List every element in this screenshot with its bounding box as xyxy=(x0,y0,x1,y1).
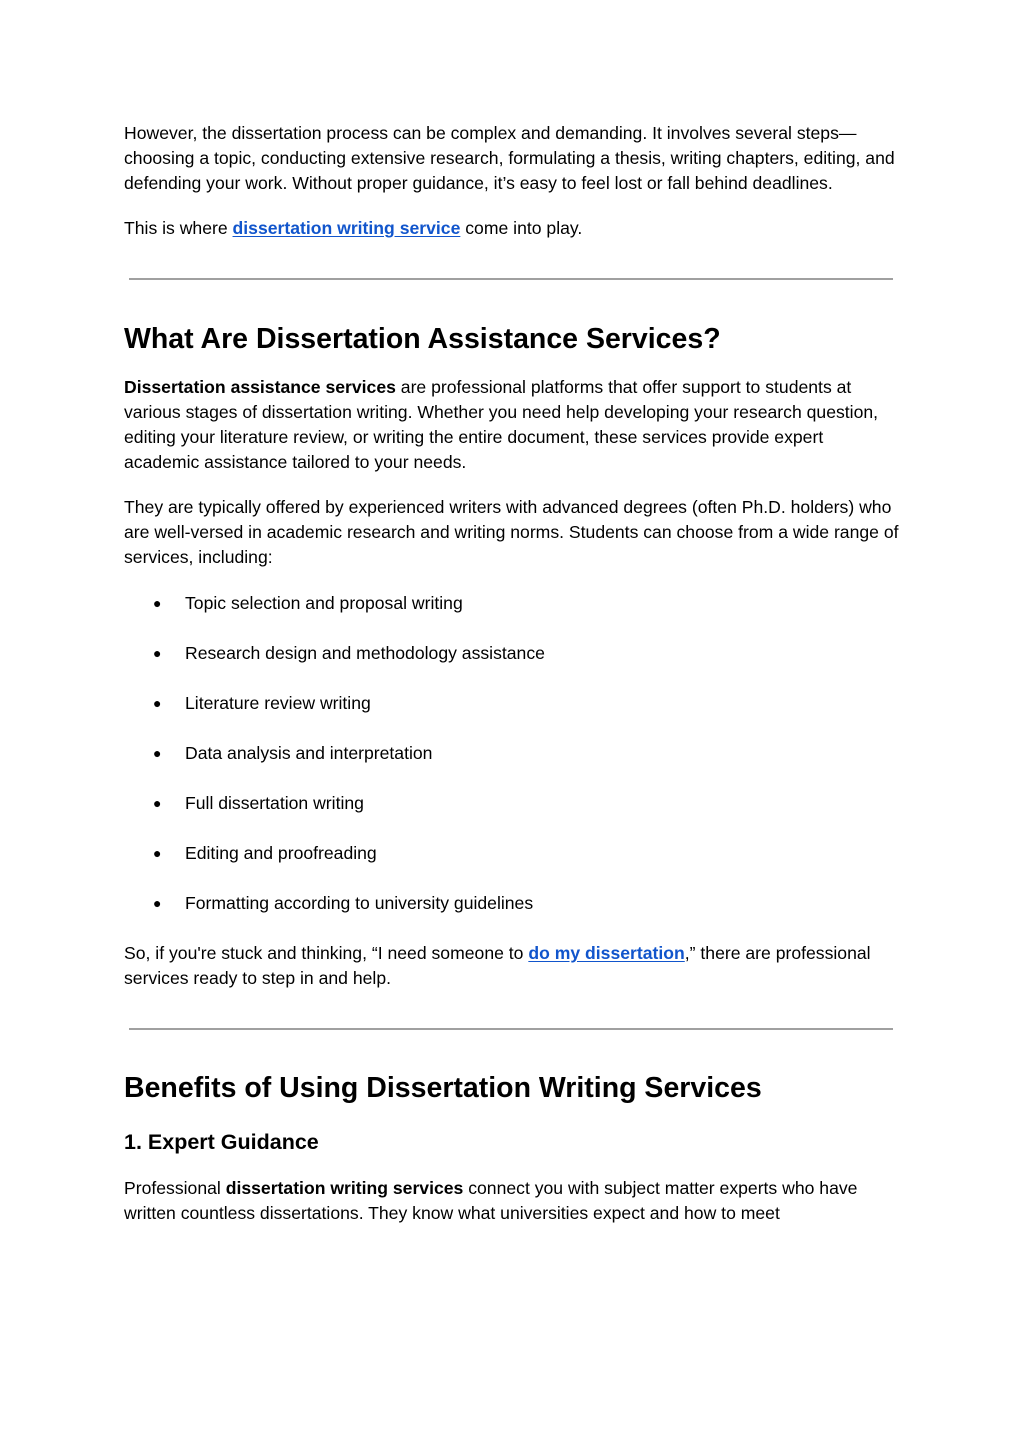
list-item xyxy=(124,641,902,666)
bullet-icon: ● xyxy=(153,795,162,811)
services-bullet-list xyxy=(124,591,902,916)
bullet-icon: ● xyxy=(153,695,162,711)
expert-guidance-paragraph xyxy=(124,1176,902,1226)
bullet-icon: ● xyxy=(153,595,162,611)
intro-text-after-link: come into play. xyxy=(460,218,583,238)
bold-term: Dissertation assistance services xyxy=(124,377,396,397)
subheading-expert-guidance: 1. Expert Guidance xyxy=(124,1130,319,1154)
section-divider xyxy=(129,278,893,280)
do-my-dissertation-link[interactable]: do my dissertation xyxy=(528,943,685,963)
list-item xyxy=(124,891,902,916)
intro-paragraph: However, the dissertation process can be complex and demanding. It involves several steps—choosing a topic, conducting extensive research, formulating a thesis, writing chapters, editing, and defending your work. Without proper guidance, it’s easy to feel lost or fall behind deadlines. xyxy=(124,123,895,193)
paragraph-text: are professional platforms that offer support to students at various stages of dissertation writing. Whether you need help developing your research question, editing your literature review, or writing the entire document, these services provide expert academic assistance tailored to your needs. xyxy=(124,377,879,472)
bullet-icon: ● xyxy=(153,845,162,861)
list-item xyxy=(124,591,902,616)
list-item xyxy=(124,841,902,866)
document-page xyxy=(124,121,902,1226)
intro-text-before-link: This is where xyxy=(124,218,233,238)
paragraph-text: connect you with subject matter experts who have written countless dissertations. They know what universities expect and how to meet xyxy=(124,1178,858,1223)
section-heading-benefits: Benefits of Using Dissertation Writing Services xyxy=(124,1072,762,1104)
assistance-services-paragraph xyxy=(124,375,902,475)
bullet-icon: ● xyxy=(153,895,162,911)
list-item-text: Full dissertation writing xyxy=(185,793,364,813)
section-heading-assistance-services: What Are Dissertation Assistance Services? xyxy=(124,323,721,355)
bullet-icon: ● xyxy=(153,745,162,761)
do-my-dissertation-paragraph xyxy=(124,941,902,991)
paragraph-text-before-link: So, if you're stuck and thinking, “I need someone to xyxy=(124,943,529,963)
list-item-text: Topic selection and proposal writing xyxy=(185,593,463,613)
list-item-text: Editing and proofreading xyxy=(185,843,377,863)
list-item xyxy=(124,691,902,716)
list-item-text: Research design and methodology assistance xyxy=(185,643,545,663)
section-divider xyxy=(129,1028,893,1030)
bullet-icon: ● xyxy=(153,645,162,661)
list-item-text: Literature review writing xyxy=(185,693,371,713)
dissertation-writing-service-link[interactable]: dissertation writing service xyxy=(232,218,461,238)
intro-link-paragraph xyxy=(124,216,902,241)
paragraph-text-after-link: ,” there are professional services ready to step in and help. xyxy=(124,943,871,988)
list-item xyxy=(124,791,902,816)
providers-paragraph: They are typically offered by experienced writers with advanced degrees (often Ph.D. holders) who are well-versed in academic research and writing norms. Students can choose from a wide range of services, including: xyxy=(124,497,899,567)
bold-term: dissertation writing services xyxy=(225,1178,464,1198)
list-item-text: Formatting according to university guidelines xyxy=(185,893,534,913)
list-item-text: Data analysis and interpretation xyxy=(185,743,433,763)
list-item xyxy=(124,741,902,766)
paragraph-text: Professional xyxy=(124,1178,226,1198)
